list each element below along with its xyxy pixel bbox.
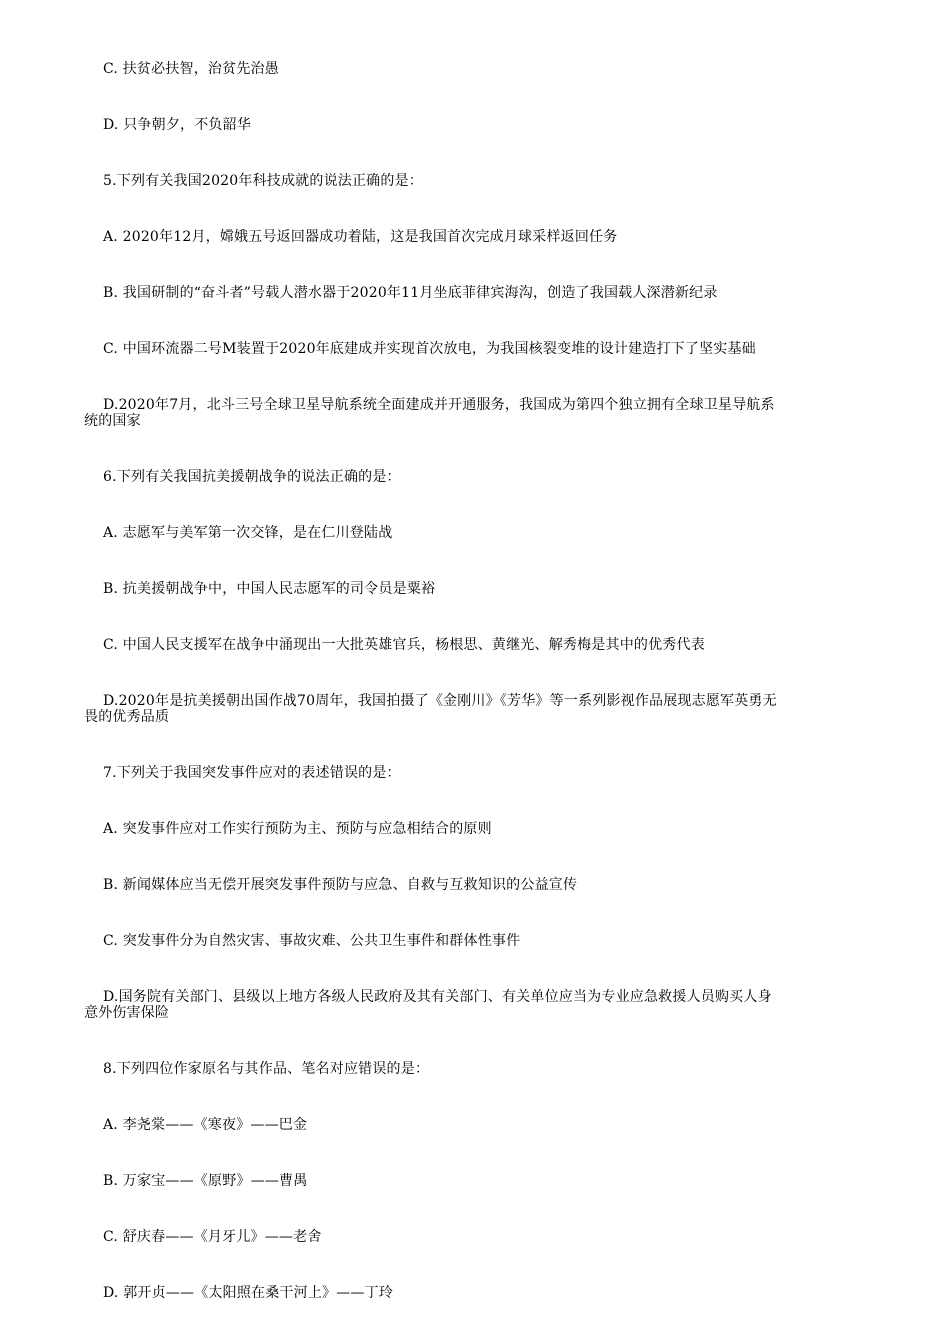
q7-option-b: B. 新闻媒体应当无偿开展突发事件预防与应急、自救与互救知识的公益宣传 — [103, 877, 578, 893]
q5-option-a: A. 2020年12月，嫦娥五号返回器成功着陆，这是我国首次完成月球采样返回任务 — [103, 229, 618, 245]
q8-option-b: B. 万家宝——《原野》——曹禺 — [103, 1173, 308, 1189]
q6-option-d-line2: 畏的优秀品质 — [84, 709, 170, 725]
q7-stem: 7.下列关于我国突发事件应对的表述错误的是： — [103, 765, 401, 781]
q6-option-a: A. 志愿军与美军第一次交锋，是在仁川登陆战 — [103, 525, 393, 541]
q4-option-d: D. 只争朝夕，不负韶华 — [103, 117, 252, 133]
q5-option-d-line2: 统的国家 — [84, 413, 141, 429]
q8-option-d: D. 郭开贞——《太阳照在桑干河上》——丁玲 — [103, 1285, 394, 1301]
q8-option-c: C. 舒庆春——《月牙儿》——老舍 — [103, 1229, 322, 1245]
q5-option-d-line1: D.2020年7月，北斗三号全球卫星导航系统全面建成并开通服务，我国成为第四个独立拥有全球卫星导航系 — [103, 397, 775, 413]
q6-option-c: C. 中国人民支援军在战争中涌现出一大批英雄官兵，杨根思、黄继光、解秀梅是其中的优秀代表 — [103, 637, 705, 653]
q5-option-b: B. 我国研制的“奋斗者”号载人潜水器于2020年11月坐底菲律宾海沟，创造了我国载人深潜新纪录 — [103, 285, 718, 301]
q7-option-d-line2: 意外伤害保险 — [84, 1005, 170, 1021]
q7-option-c: C. 突发事件分为自然灾害、事故灾难、公共卫生事件和群体性事件 — [103, 933, 521, 949]
q6-option-d-line1: D.2020年是抗美援朝出国作战70周年，我国拍摄了《金刚川》《芳华》等一系列影视作品展现志愿军英勇无 — [103, 693, 777, 709]
q6-option-b: B. 抗美援朝战争中，中国人民志愿军的司令员是粟裕 — [103, 581, 436, 597]
q8-option-a: A. 李尧棠——《寒夜》——巴金 — [103, 1117, 308, 1133]
q7-option-d-line1: D.国务院有关部门、县级以上地方各级人民政府及其有关部门、有关单位应当为专业应急救援人员购买人身 — [103, 989, 772, 1005]
q4-option-c: C. 扶贫必扶智，治贫先治愚 — [103, 61, 279, 77]
q7-option-a: A. 突发事件应对工作实行预防为主、预防与应急相结合的原则 — [103, 821, 492, 837]
q5-option-c: C. 中国环流器二号M装置于2020年底建成并实现首次放电，为我国核裂变堆的设计建造打下了坚实基础 — [103, 341, 756, 357]
q8-stem: 8.下列四位作家原名与其作品、笔名对应错误的是： — [103, 1061, 430, 1077]
q5-stem: 5.下列有关我国2020年科技成就的说法正确的是： — [103, 173, 423, 189]
q6-stem: 6.下列有关我国抗美援朝战争的说法正确的是： — [103, 469, 401, 485]
